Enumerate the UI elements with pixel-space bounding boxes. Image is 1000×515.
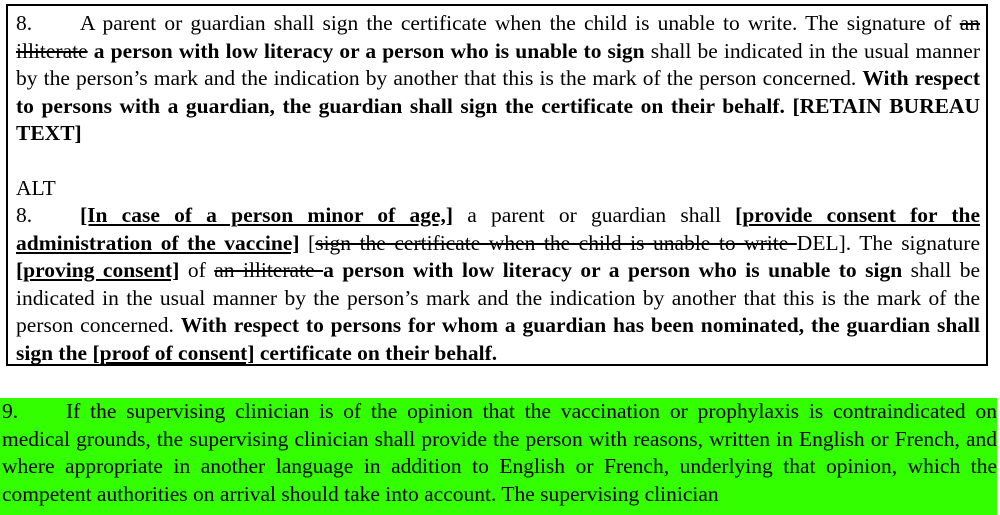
inserted-text: [In case of a person minor of age,] (80, 203, 454, 227)
clause-text: a parent or guardian shall (453, 203, 736, 227)
inserted-text: [provide consent for the administration of the vaccine] (16, 203, 980, 255)
clause-9 (2, 398, 997, 508)
clause-text: shall be indicated in the usual manner by the person’s mark and the indication by another that this is the mark of the person concerned. (16, 258, 980, 337)
clause-8-original (16, 10, 980, 148)
inserted-text: With respect to persons for whom a guardian has been nominated, the guardian shall sign the (16, 313, 980, 365)
clause-text: If the supervising clinician is of the opinion that the vaccination or prophylaxis is contraindicated on medical grounds, the supervising clinician shall provide the person with reasons, written in English or French, and where appropriate in another language in addition to English or French, underlying that opinion, which the competent authorities on arrival should take into account. The supervising clinician (2, 399, 997, 506)
clause-text: A parent or guardian shall sign the certificate when the child is unable to write. The signature of (80, 11, 960, 35)
paragraph-gap (16, 148, 980, 175)
clause-text: of (179, 258, 215, 282)
deleted-text: an illiterate (16, 11, 980, 63)
alt-label: ALT (16, 175, 56, 200)
clause-number: 9. (2, 399, 19, 423)
inserted-text: [proving consent] (16, 258, 180, 282)
clause-8-alternative (16, 202, 980, 367)
clause-number: 8. (16, 11, 33, 35)
highlighted-section (0, 398, 997, 515)
deleted-text: an illiterate (214, 258, 324, 282)
clause-number: 8. (16, 203, 33, 227)
clause-text: DEL]. The signature (796, 230, 981, 255)
inserted-text: a person with low literacy or a person who is unable to sign (323, 258, 903, 282)
inserted-text: With respect to persons with a guardian, the guardian shall sign the certificate on their behalf. [RETAIN BUREAU TEXT] (16, 66, 980, 145)
inserted-text: certificate on their behalf. (254, 340, 498, 365)
deleted-text: sign the certificate when the child is unable to write (315, 230, 797, 255)
inserted-text: [proof of consent] (92, 340, 255, 365)
clause-text: [ (299, 230, 316, 255)
clause-text: shall be indicated in the usual manner by the person’s mark and the indication by another that this is the mark of the person concerned. (16, 38, 980, 90)
inserted-text: a person with low literacy or a person who is unable to sign (93, 38, 645, 63)
amendment-box (6, 4, 988, 366)
